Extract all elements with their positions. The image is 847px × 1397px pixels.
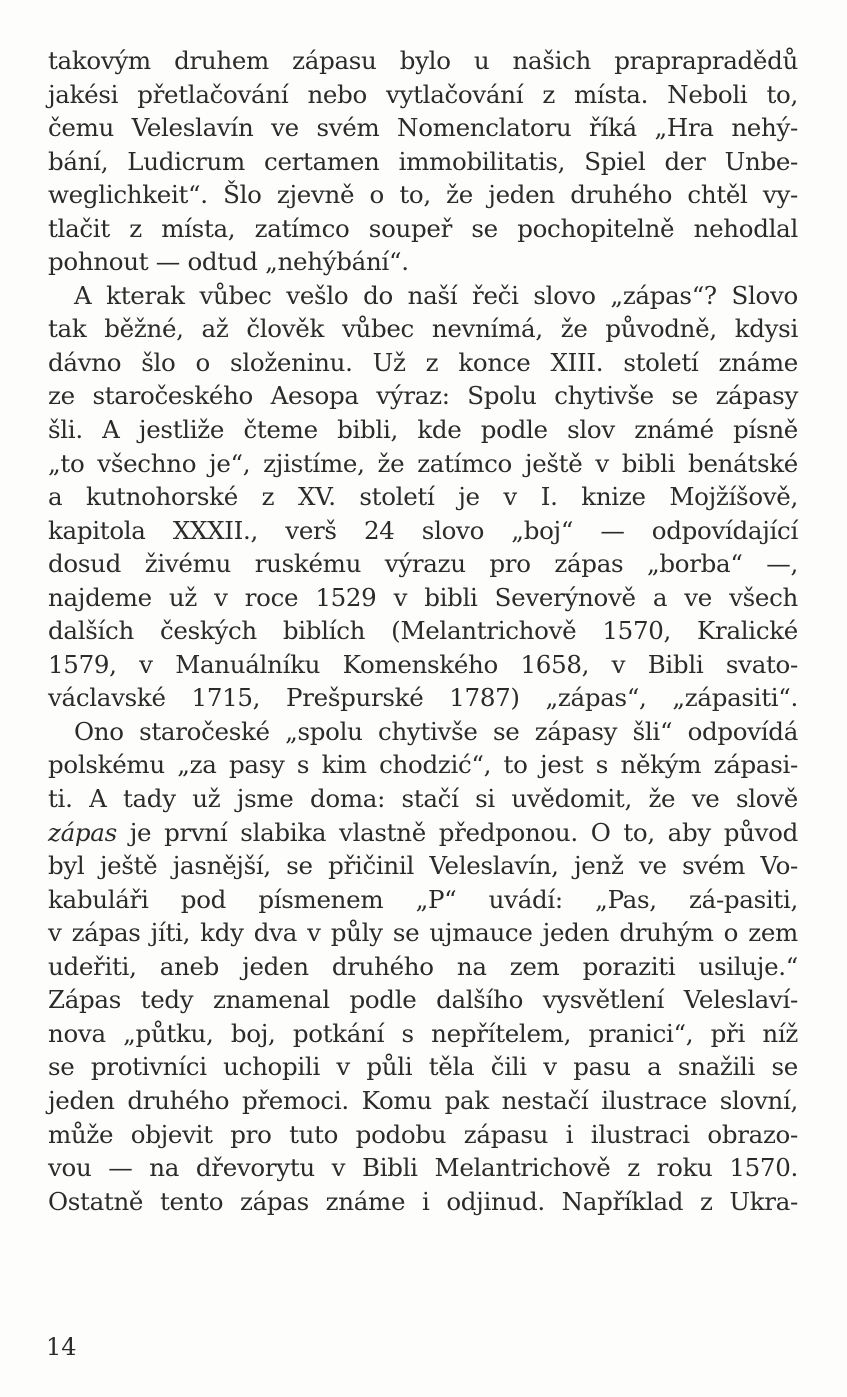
text-line: může objevit pro tuto podobu zápasu i ilustraci obrazo- (48, 1119, 798, 1149)
text-line: dosud živému ruskému výrazu pro zápas „borba“ —, (48, 549, 798, 579)
text-line: václavské 1715, Prešpurské 1787) „zápas“, „zápasiti“. (48, 683, 798, 713)
text-line: nova „půtku, boj, potkání s nepřítelem, pranici“, při níž (48, 1018, 798, 1048)
text-line-rest: je první slabika vlastně předponou. O to, aby původ (129, 817, 798, 847)
text-line: polskému „za pasy s kim chodzić“, to jest s někým zápasi- (48, 750, 798, 780)
body-text (48, 44, 798, 1218)
text-line: tak běžné, až člověk vůbec nevnímá, že původně, kdysi (48, 314, 798, 344)
text-line: a kutnohorské z XV. století je v I. knize Mojžíšově, (48, 482, 798, 512)
text-line: se protivníci uchopili v půli těla čili v pasu a snažili se (48, 1052, 798, 1082)
text-line: bání, Ludicrum certamen immobilitatis, Spiel der Unbe- (48, 146, 798, 176)
text-line: Ono staročeské „spolu chytivše se zápasy šli“ odpovídá (74, 716, 798, 746)
text-line: jakési přetlačování nebo vytlačování z místa. Neboli to, (48, 79, 798, 109)
text-line: udeřiti, aneb jeden druhého na zem poraziti usiluje.“ (48, 951, 798, 981)
text-line: 1579, v Manuálníku Komenského 1658, v Bibli svato- (48, 649, 798, 679)
text-line: vou — na dřevorytu v Bibli Melantrichově z roku 1570. (48, 1153, 798, 1183)
text-line: čemu Veleslavín ve svém Nomenclatoru říká „Hra nehý- (48, 113, 798, 143)
text-line: Zápas tedy znamenal podle dalšího vysvětlení Veleslaví- (48, 985, 798, 1015)
text-line: dalších českých biblích (Melantrichově 1570, Kralické (48, 616, 798, 646)
italic-word: zápas (48, 817, 117, 847)
text-line: jeden druhého přemoci. Komu pak nestačí ilustrace slovní, (48, 1085, 798, 1115)
text-line: pohnout — odtud „nehýbání“. (48, 247, 409, 277)
text-line: takovým druhem zápasu bylo u našich praprapradědů (48, 46, 798, 75)
page-number: 14 (46, 1333, 77, 1361)
text-line: v zápas jíti, kdy dva v půly se ujmauce jeden druhým o zem (48, 918, 798, 948)
text-line: weglichkeit“. Šlo zjevně o to, že jeden druhého chtěl vy- (48, 180, 798, 210)
text-line: šli. A jestliže čteme bibli, kde podle slov známé písně (48, 415, 798, 445)
text-line: dávno šlo o složeninu. Už z konce XIII. století známe (48, 347, 798, 377)
text-line: „to všechno je“, zjistíme, že zatímco ještě v bibli benátské (48, 448, 798, 478)
text-line: kabuláři pod písmenem „P“ uvádí: „Pas, zá-pasiti, (48, 884, 798, 914)
text-line: kapitola XXXII., verš 24 slovo „boj“ — odpovídající (48, 515, 798, 545)
text-line: A kterak vůbec vešlo do naší řeči slovo „zápas“? Slovo (74, 280, 798, 310)
text-line: tlačit z místa, zatímco soupeř se pochopitelně nehodlal (48, 213, 798, 243)
text-line: ti. A tady už jsme doma: stačí si uvědomit, že ve slově (48, 784, 798, 814)
text-line: byl ještě jasnější, se přičinil Veleslavín, jenž ve svém Vo- (48, 851, 798, 881)
text-line (48, 816, 798, 850)
text-line: ze staročeského Aesopa výraz: Spolu chytivše se zápasy (48, 381, 798, 411)
text-line: najdeme už v roce 1529 v bibli Severýnově a ve všech (48, 582, 798, 612)
text-line: Ostatně tento zápas známe i odjinud. Například z Ukra- (48, 1186, 798, 1216)
